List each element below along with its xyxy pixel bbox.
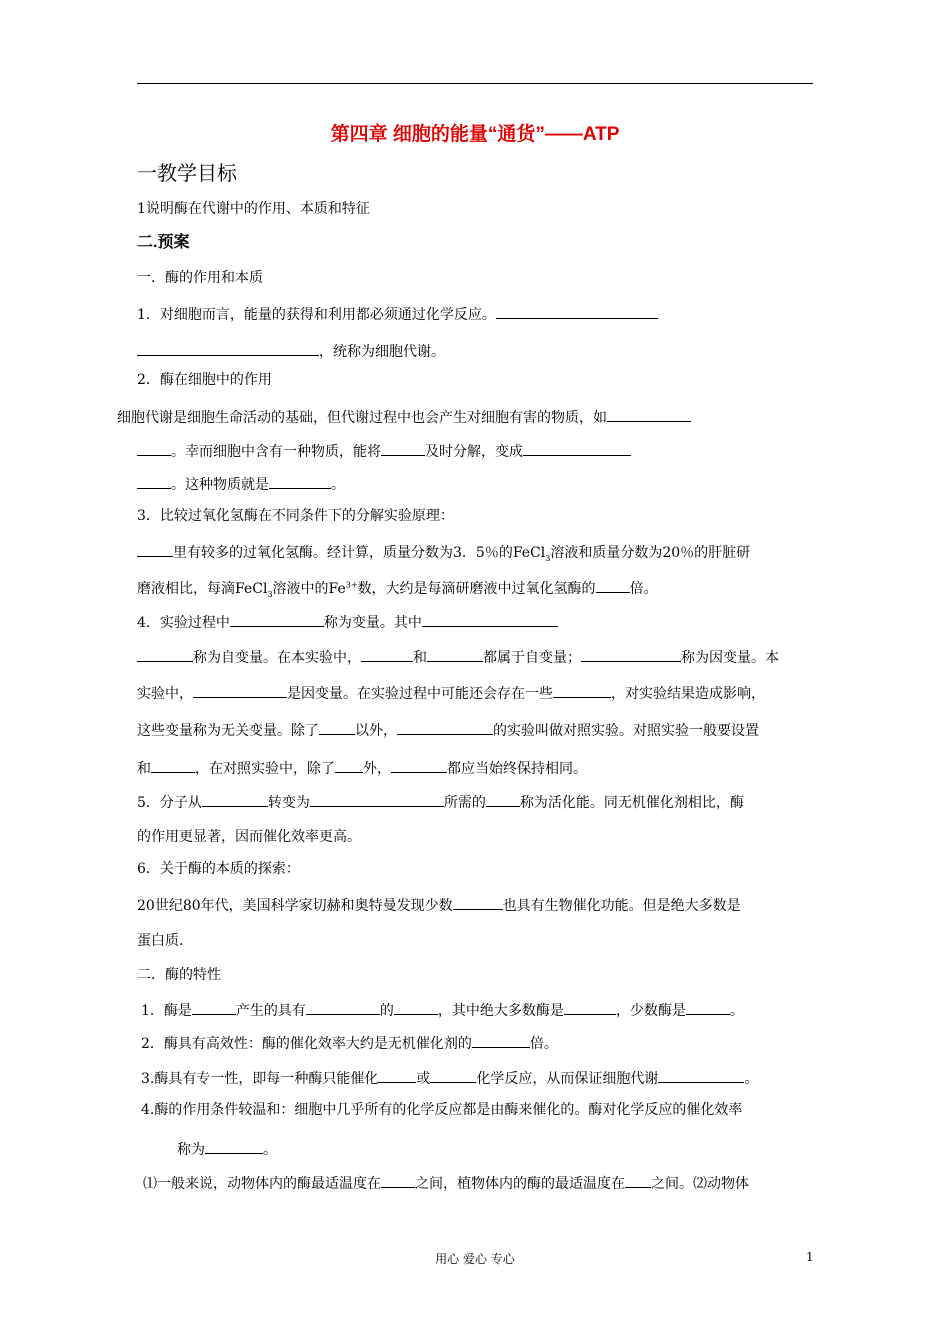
blank[interactable] bbox=[607, 406, 691, 422]
question-4-line-5: 和 ，在对照实验中，除了 外， 都应当始终保持相同。 bbox=[137, 757, 587, 778]
blank[interactable] bbox=[205, 1138, 263, 1154]
blank[interactable] bbox=[486, 791, 520, 807]
part-heading-enzyme-properties: 二．酶的特性 bbox=[137, 967, 221, 983]
question-4-line-2: 称为自变量。在本实验中， 和 都属于自变量； 称为因变量。本 bbox=[137, 646, 779, 667]
blank[interactable] bbox=[230, 611, 324, 627]
question-5-line-1: 5．分子从 转变为 所需的 称为活化能。同无机催化剂相比，酶 bbox=[137, 791, 744, 812]
blank[interactable] bbox=[310, 791, 444, 807]
question-3-line-1: 里有较多的过氧化氢酶。经计算，质量分数为3．5％的FeCl$_3$溶液和质量分数为20％的肝脏研 bbox=[137, 541, 750, 562]
question-6-line-2: 蛋白质. bbox=[137, 933, 184, 949]
blank[interactable] bbox=[472, 1032, 530, 1048]
question-6-title: 6．关于酶的本质的探索： bbox=[137, 861, 300, 877]
question-4-line-4: 这些变量称为无关变量。除了 以外， 的实验叫做对照实验。对照实验一般要设置 bbox=[137, 719, 759, 740]
blank[interactable] bbox=[137, 541, 173, 557]
blank[interactable] bbox=[137, 340, 319, 356]
question-4-line-1: 4．实验过程中 称为变量。其中 bbox=[137, 611, 558, 632]
blank[interactable] bbox=[394, 999, 438, 1015]
blank[interactable] bbox=[596, 577, 630, 593]
question-2-line-1: 细胞代谢是细胞生命活动的基础，但代谢过程中也会产生对细胞有害的物质，如 bbox=[117, 406, 691, 427]
blank[interactable] bbox=[193, 682, 287, 698]
question-1-line-1: 1．对细胞而言，能量的获得和利用都必须通过化学反应。 bbox=[137, 303, 658, 324]
question-2-line-3: 。这种物质就是 。 bbox=[137, 473, 345, 494]
property-4-line-1: 4.酶的作用条件较温和：细胞中几乎所有的化学反应都是由酶来催化的。酶对化学反应的催化效率 bbox=[141, 1102, 743, 1118]
question-3-title: 3．比较过氧化氢酶在不同条件下的分解实验原理： bbox=[137, 508, 454, 524]
question-1-line-2: ，统称为细胞代谢。 bbox=[137, 340, 445, 361]
blank[interactable] bbox=[319, 719, 355, 735]
blank[interactable] bbox=[361, 646, 413, 662]
blank[interactable] bbox=[523, 440, 631, 456]
blank[interactable] bbox=[306, 999, 380, 1015]
blank[interactable] bbox=[151, 757, 195, 773]
blank[interactable] bbox=[564, 999, 616, 1015]
blank[interactable] bbox=[381, 1172, 415, 1188]
question-6-line-1: 20世纪80年代，美国科学家切赫和奥特曼发现少数 也具有生物催化功能。但是绝大多数是 bbox=[137, 894, 741, 915]
question-2-line-2: 。幸而细胞中含有一种物质，能将 及时分解，变成 bbox=[137, 440, 631, 461]
blank[interactable] bbox=[397, 719, 493, 735]
blank[interactable] bbox=[625, 1172, 651, 1188]
page-number: 1 bbox=[806, 1250, 814, 1264]
property-4-note: ⑴一般来说，动物体内的酶最适温度在 之间，植物体内的酶的最适温度在 之间。⑵动物体 bbox=[143, 1172, 749, 1193]
part-heading-enzyme-role: 一．酶的作用和本质 bbox=[137, 270, 263, 286]
blank[interactable] bbox=[391, 757, 447, 773]
question-5-line-2: 的作用更显著，因而催化效率更高。 bbox=[137, 829, 361, 845]
blank[interactable] bbox=[453, 894, 503, 910]
blank[interactable] bbox=[422, 611, 558, 627]
header-rule bbox=[137, 83, 813, 84]
property-3: 3.酶具有专一性，即每一种酶只能催化 或 化学反应，从而保证细胞代谢 。 bbox=[141, 1067, 758, 1088]
section-heading-objectives: 一教学目标 bbox=[137, 161, 237, 185]
blank[interactable] bbox=[137, 440, 171, 456]
property-2: 2．酶具有高效性：酶的催化效率大约是无机催化剂的 倍。 bbox=[141, 1032, 558, 1053]
blank[interactable] bbox=[581, 646, 681, 662]
objective-item: 1说明酶在代谢中的作用、本质和特征 bbox=[137, 201, 370, 217]
question-3-line-2: 磨液相比，每滴FeCl$_3$溶液中的$Fe^{3+}$数，大约是每滴研磨液中过氧化氢酶的 倍。 bbox=[137, 577, 658, 598]
blank[interactable] bbox=[378, 1067, 416, 1083]
blank[interactable] bbox=[335, 757, 363, 773]
blank[interactable] bbox=[430, 1067, 476, 1083]
page-footer: 用心 爱心 专心 bbox=[435, 1252, 515, 1266]
blank[interactable] bbox=[202, 791, 268, 807]
blank[interactable] bbox=[427, 646, 483, 662]
question-2-title: 2．酶在细胞中的作用 bbox=[137, 372, 272, 388]
page-title: 第四章 细胞的能量“通货”——ATP bbox=[330, 124, 620, 145]
blank[interactable] bbox=[496, 303, 658, 319]
blank[interactable] bbox=[269, 473, 331, 489]
section-heading-plan: 二.预案 bbox=[137, 234, 190, 251]
blank[interactable] bbox=[192, 999, 236, 1015]
blank[interactable] bbox=[686, 999, 730, 1015]
property-4-line-2: 称为 。 bbox=[177, 1138, 277, 1159]
blank[interactable] bbox=[137, 646, 193, 662]
blank[interactable] bbox=[137, 473, 171, 489]
property-1: 1．酶是 产生的具有 的 ，其中绝大多数酶是 ，少数酶是 。 bbox=[141, 999, 744, 1020]
question-4-line-3: 实验中， 是因变量。在实验过程中可能还会存在一些 ，对实验结果造成影响， bbox=[137, 682, 765, 703]
blank[interactable] bbox=[658, 1067, 744, 1083]
blank[interactable] bbox=[381, 440, 425, 456]
blank[interactable] bbox=[553, 682, 611, 698]
